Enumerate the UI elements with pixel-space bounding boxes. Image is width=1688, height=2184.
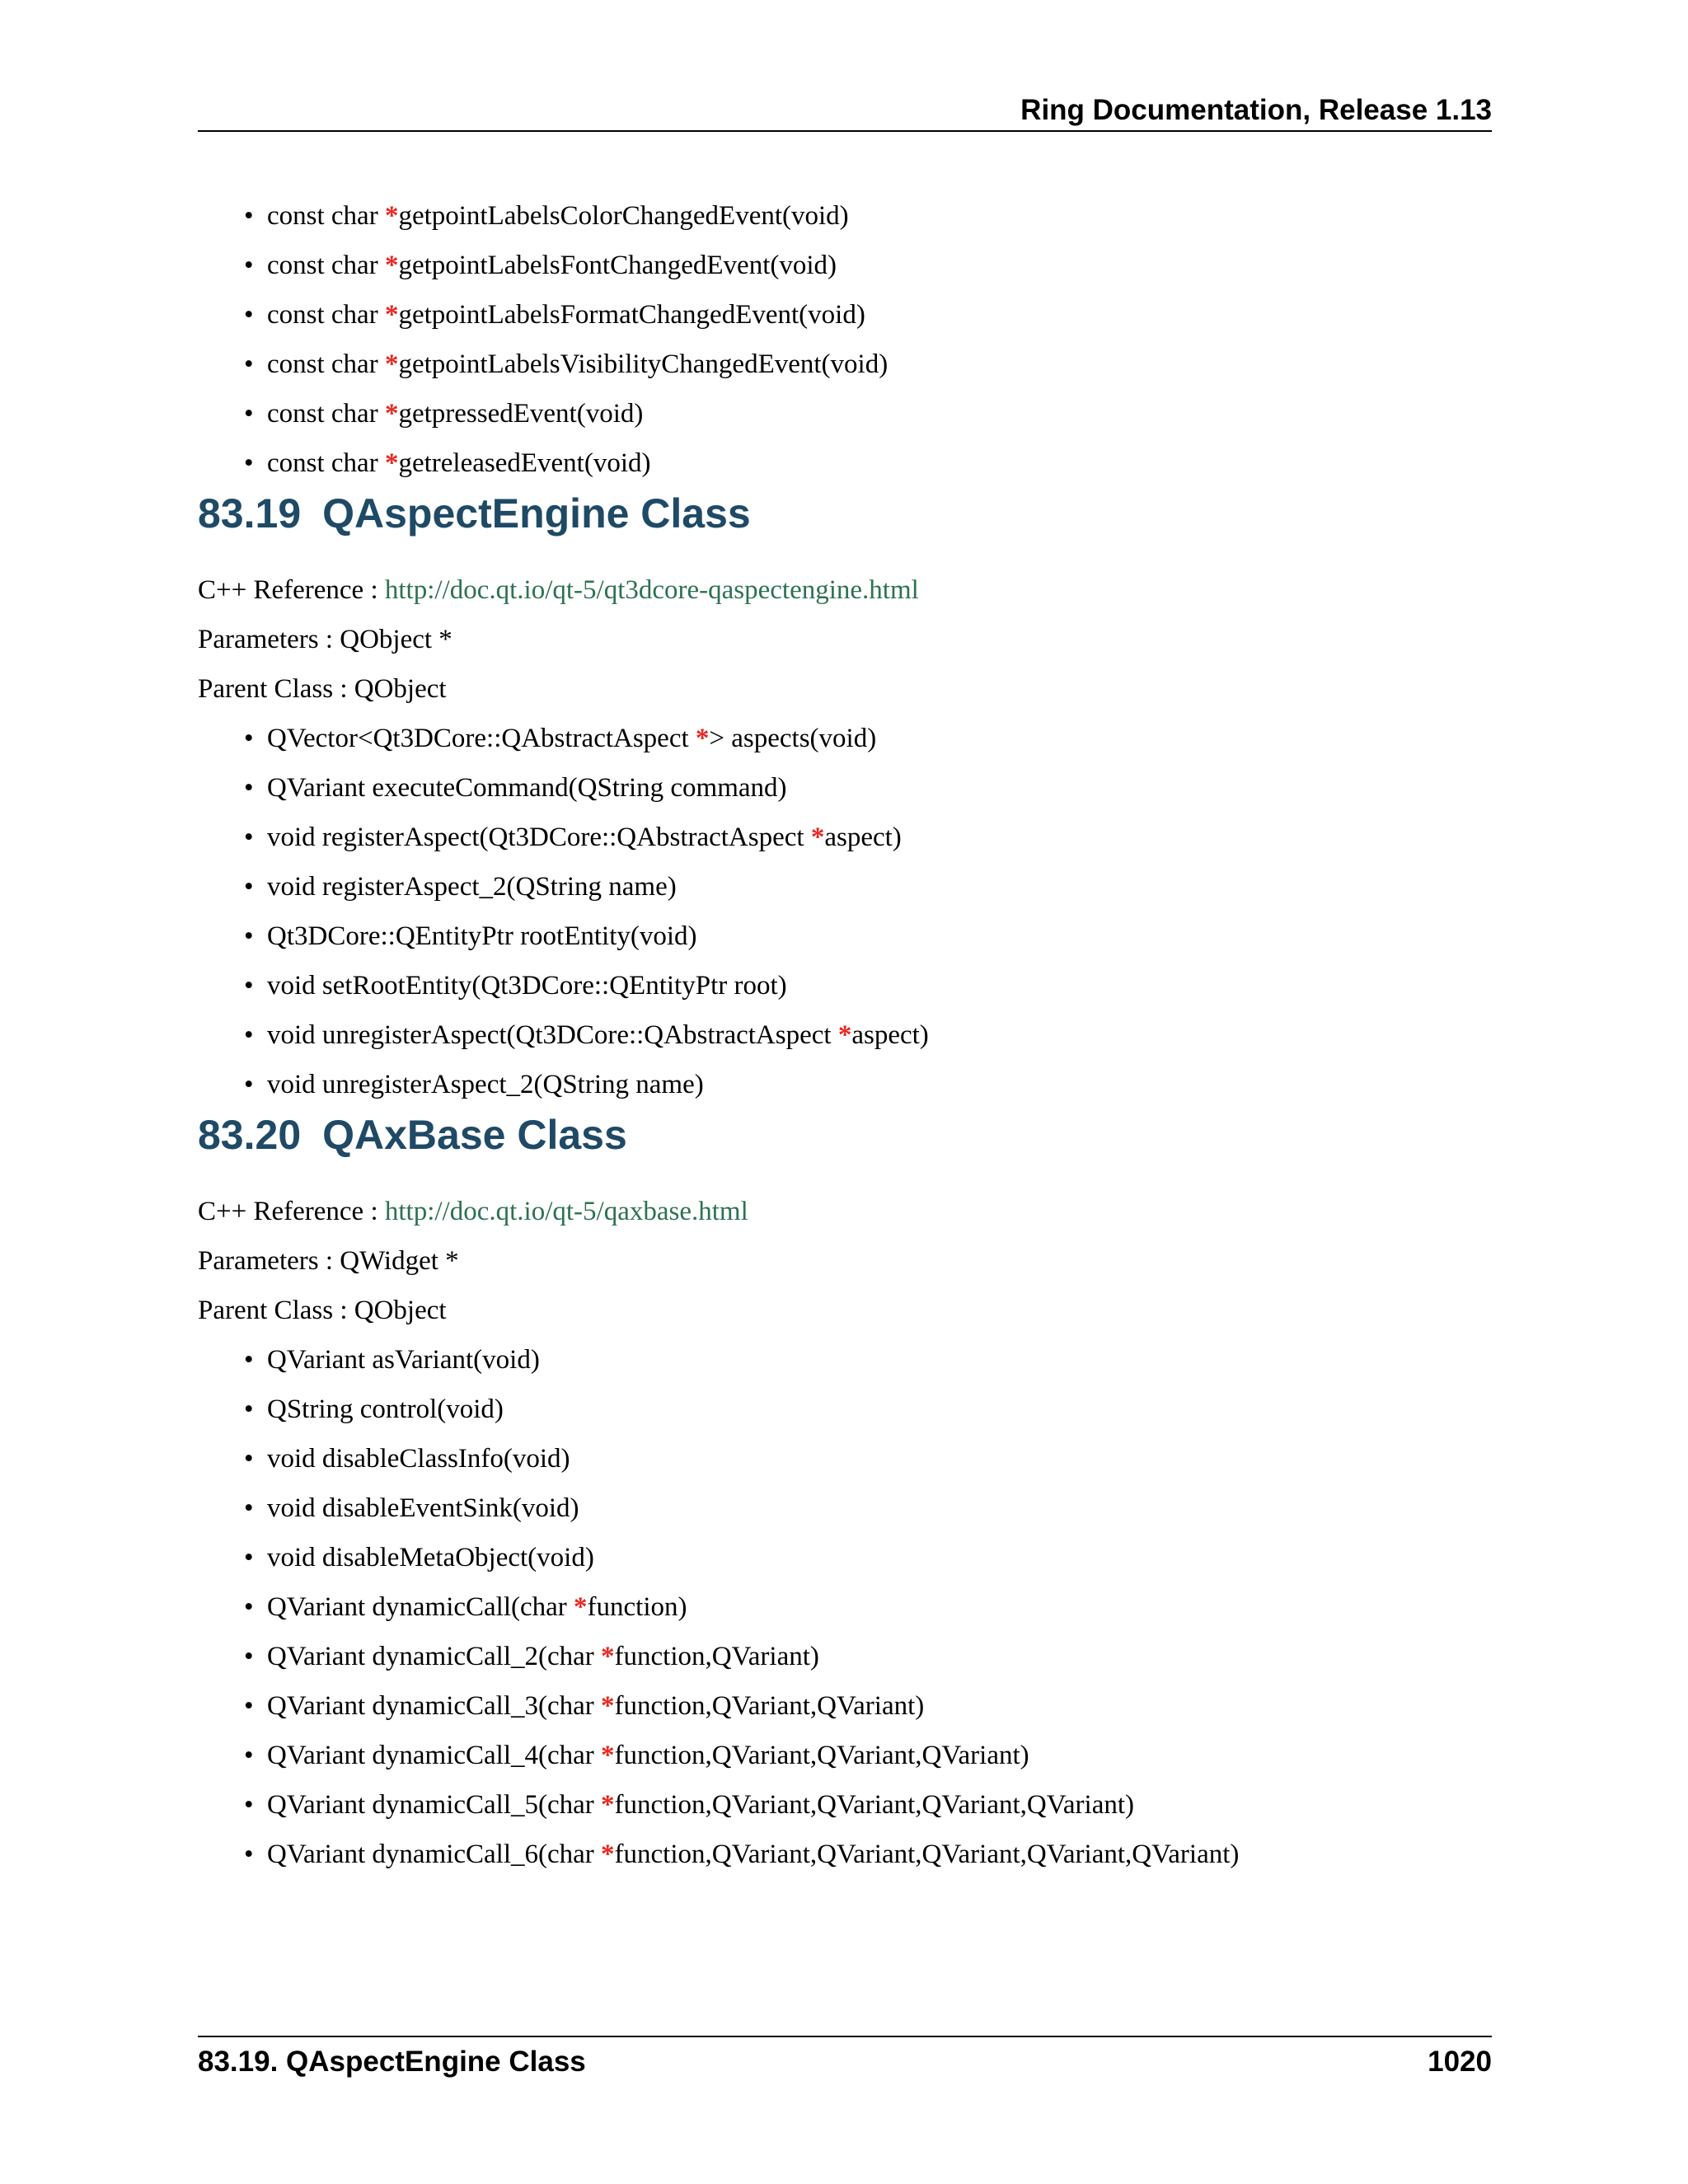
section-number: 83.19 bbox=[198, 490, 302, 537]
method-item bbox=[198, 389, 1492, 438]
method-item bbox=[198, 290, 1492, 340]
method-item bbox=[198, 1681, 1492, 1731]
method-item bbox=[198, 340, 1492, 389]
method-signature: QVariant executeCommand(QString command) bbox=[267, 773, 787, 803]
pointer-asterisk: * bbox=[837, 1020, 852, 1050]
method-item bbox=[198, 191, 1492, 241]
section-title: QAxBase Class bbox=[322, 1112, 627, 1158]
pointer-asterisk: * bbox=[384, 399, 399, 429]
method-signature: const char bbox=[267, 201, 385, 231]
section-heading-qaxbase bbox=[198, 1109, 1492, 1160]
method-item bbox=[198, 1533, 1492, 1582]
method-list-qaspectengine bbox=[198, 714, 1492, 1109]
method-signature: QVariant dynamicCall_4(char bbox=[267, 1741, 602, 1770]
method-signature: void unregisterAspect(Qt3DCore::QAbstractAspect bbox=[267, 1020, 838, 1050]
method-item bbox=[198, 1010, 1492, 1060]
method-item bbox=[198, 241, 1492, 290]
parameters-line: Parameters : QWidget * bbox=[198, 1246, 459, 1276]
method-item bbox=[198, 1731, 1492, 1780]
pointer-asterisk: * bbox=[384, 300, 399, 330]
method-signature-rest: getreleasedEvent(void) bbox=[398, 448, 651, 478]
method-signature: const char bbox=[267, 399, 385, 429]
method-signature-rest: function,QVariant,QVariant,QVariant) bbox=[614, 1741, 1029, 1770]
pointer-asterisk: * bbox=[384, 349, 399, 379]
method-signature: void unregisterAspect_2(QString name) bbox=[267, 1070, 704, 1099]
pointer-asterisk: * bbox=[574, 1592, 588, 1622]
method-item bbox=[198, 714, 1492, 763]
method-item bbox=[198, 912, 1492, 961]
method-item bbox=[198, 862, 1492, 912]
parent-class-line: Parent Class : QObject bbox=[198, 674, 447, 704]
method-signature: QVariant dynamicCall_5(char bbox=[267, 1790, 602, 1820]
method-item bbox=[198, 763, 1492, 813]
method-signature: QVariant dynamicCall_6(char bbox=[267, 1840, 602, 1869]
pointer-asterisk: * bbox=[601, 1642, 615, 1671]
method-list-qaxbase bbox=[198, 1335, 1492, 1879]
header-title: Ring Documentation, Release 1.13 bbox=[1020, 94, 1492, 126]
pointer-asterisk: * bbox=[601, 1840, 615, 1869]
pointer-asterisk: * bbox=[601, 1691, 615, 1721]
method-item bbox=[198, 1060, 1492, 1109]
method-signature: const char bbox=[267, 448, 385, 478]
top-method-list bbox=[198, 191, 1492, 488]
page-number: 1020 bbox=[1428, 2046, 1492, 2078]
method-signature: QVariant dynamicCall_3(char bbox=[267, 1691, 602, 1721]
parameters-line: Parameters : QObject * bbox=[198, 625, 452, 654]
method-signature: void registerAspect_2(QString name) bbox=[267, 872, 677, 902]
page-content bbox=[198, 191, 1492, 1879]
method-item bbox=[198, 813, 1492, 862]
reference-label: C++ Reference : bbox=[198, 575, 385, 605]
section-title: QAspectEngine Class bbox=[322, 490, 751, 537]
footer-section: 83.19. QAspectEngine Class bbox=[198, 2046, 586, 2078]
pointer-asterisk: * bbox=[601, 1741, 615, 1770]
reference-link[interactable]: http://doc.qt.io/qt-5/qt3dcore-qaspectengine.html bbox=[384, 575, 919, 605]
pointer-asterisk: * bbox=[384, 448, 399, 478]
method-signature: void disableClassInfo(void) bbox=[267, 1444, 570, 1474]
method-signature-rest: function,QVariant,QVariant,QVariant,QVariant) bbox=[614, 1790, 1134, 1820]
method-signature-rest: getpointLabelsFontChangedEvent(void) bbox=[398, 251, 837, 280]
running-footer bbox=[198, 2036, 1492, 2087]
method-item bbox=[198, 1335, 1492, 1385]
method-signature: void registerAspect(Qt3DCore::QAbstractAspect bbox=[267, 823, 811, 852]
method-signature-rest: function,QVariant) bbox=[614, 1642, 819, 1671]
method-signature: QVariant dynamicCall_2(char bbox=[267, 1642, 602, 1671]
pointer-asterisk: * bbox=[810, 823, 825, 852]
cpp-reference-line bbox=[198, 1187, 1492, 1236]
method-signature-rest: function) bbox=[587, 1592, 687, 1622]
method-signature-rest: aspect) bbox=[851, 1020, 929, 1050]
method-signature: Qt3DCore::QEntityPtr rootEntity(void) bbox=[267, 921, 697, 951]
method-signature: void disableMetaObject(void) bbox=[267, 1543, 594, 1572]
method-item bbox=[198, 1582, 1492, 1632]
method-signature-rest: function,QVariant,QVariant,QVariant,QVariant,QVariant) bbox=[614, 1840, 1240, 1869]
method-signature-rest: getpointLabelsVisibilityChangedEvent(void) bbox=[398, 349, 889, 379]
method-signature-rest: getpointLabelsColorChangedEvent(void) bbox=[398, 201, 849, 231]
reference-link[interactable]: http://doc.qt.io/qt-5/qaxbase.html bbox=[384, 1197, 748, 1226]
method-signature-rest: function,QVariant,QVariant) bbox=[614, 1691, 925, 1721]
parent-class-line: Parent Class : QObject bbox=[198, 1296, 447, 1325]
document-page bbox=[198, 0, 1492, 2184]
method-item bbox=[198, 1434, 1492, 1483]
method-signature: QVariant asVariant(void) bbox=[267, 1345, 540, 1375]
method-signature-rest: > aspects(void) bbox=[709, 724, 877, 753]
running-header bbox=[198, 92, 1492, 132]
pointer-asterisk: * bbox=[695, 724, 710, 753]
method-signature: const char bbox=[267, 300, 385, 330]
method-signature-rest: aspect) bbox=[824, 823, 902, 852]
method-signature: QString control(void) bbox=[267, 1394, 504, 1424]
method-item bbox=[198, 1483, 1492, 1533]
method-item bbox=[198, 961, 1492, 1010]
method-item bbox=[198, 1830, 1492, 1879]
method-signature: QVector<Qt3DCore::QAbstractAspect bbox=[267, 724, 696, 753]
method-item bbox=[198, 1780, 1492, 1830]
method-signature: const char bbox=[267, 251, 385, 280]
method-signature: void disableEventSink(void) bbox=[267, 1493, 579, 1523]
cpp-reference-line bbox=[198, 565, 1492, 615]
pointer-asterisk: * bbox=[384, 251, 399, 280]
method-item bbox=[198, 1385, 1492, 1434]
section-heading-qaspectengine bbox=[198, 488, 1492, 539]
method-item bbox=[198, 438, 1492, 488]
method-signature: QVariant dynamicCall(char bbox=[267, 1592, 574, 1622]
reference-label: C++ Reference : bbox=[198, 1197, 385, 1226]
method-item bbox=[198, 1632, 1492, 1681]
method-signature-rest: getpointLabelsFormatChangedEvent(void) bbox=[398, 300, 865, 330]
pointer-asterisk: * bbox=[384, 201, 399, 231]
method-signature: void setRootEntity(Qt3DCore::QEntityPtr root) bbox=[267, 971, 787, 1001]
method-signature-rest: getpressedEvent(void) bbox=[398, 399, 644, 429]
pointer-asterisk: * bbox=[601, 1790, 615, 1820]
method-signature: const char bbox=[267, 349, 385, 379]
section-number: 83.20 bbox=[198, 1112, 302, 1158]
